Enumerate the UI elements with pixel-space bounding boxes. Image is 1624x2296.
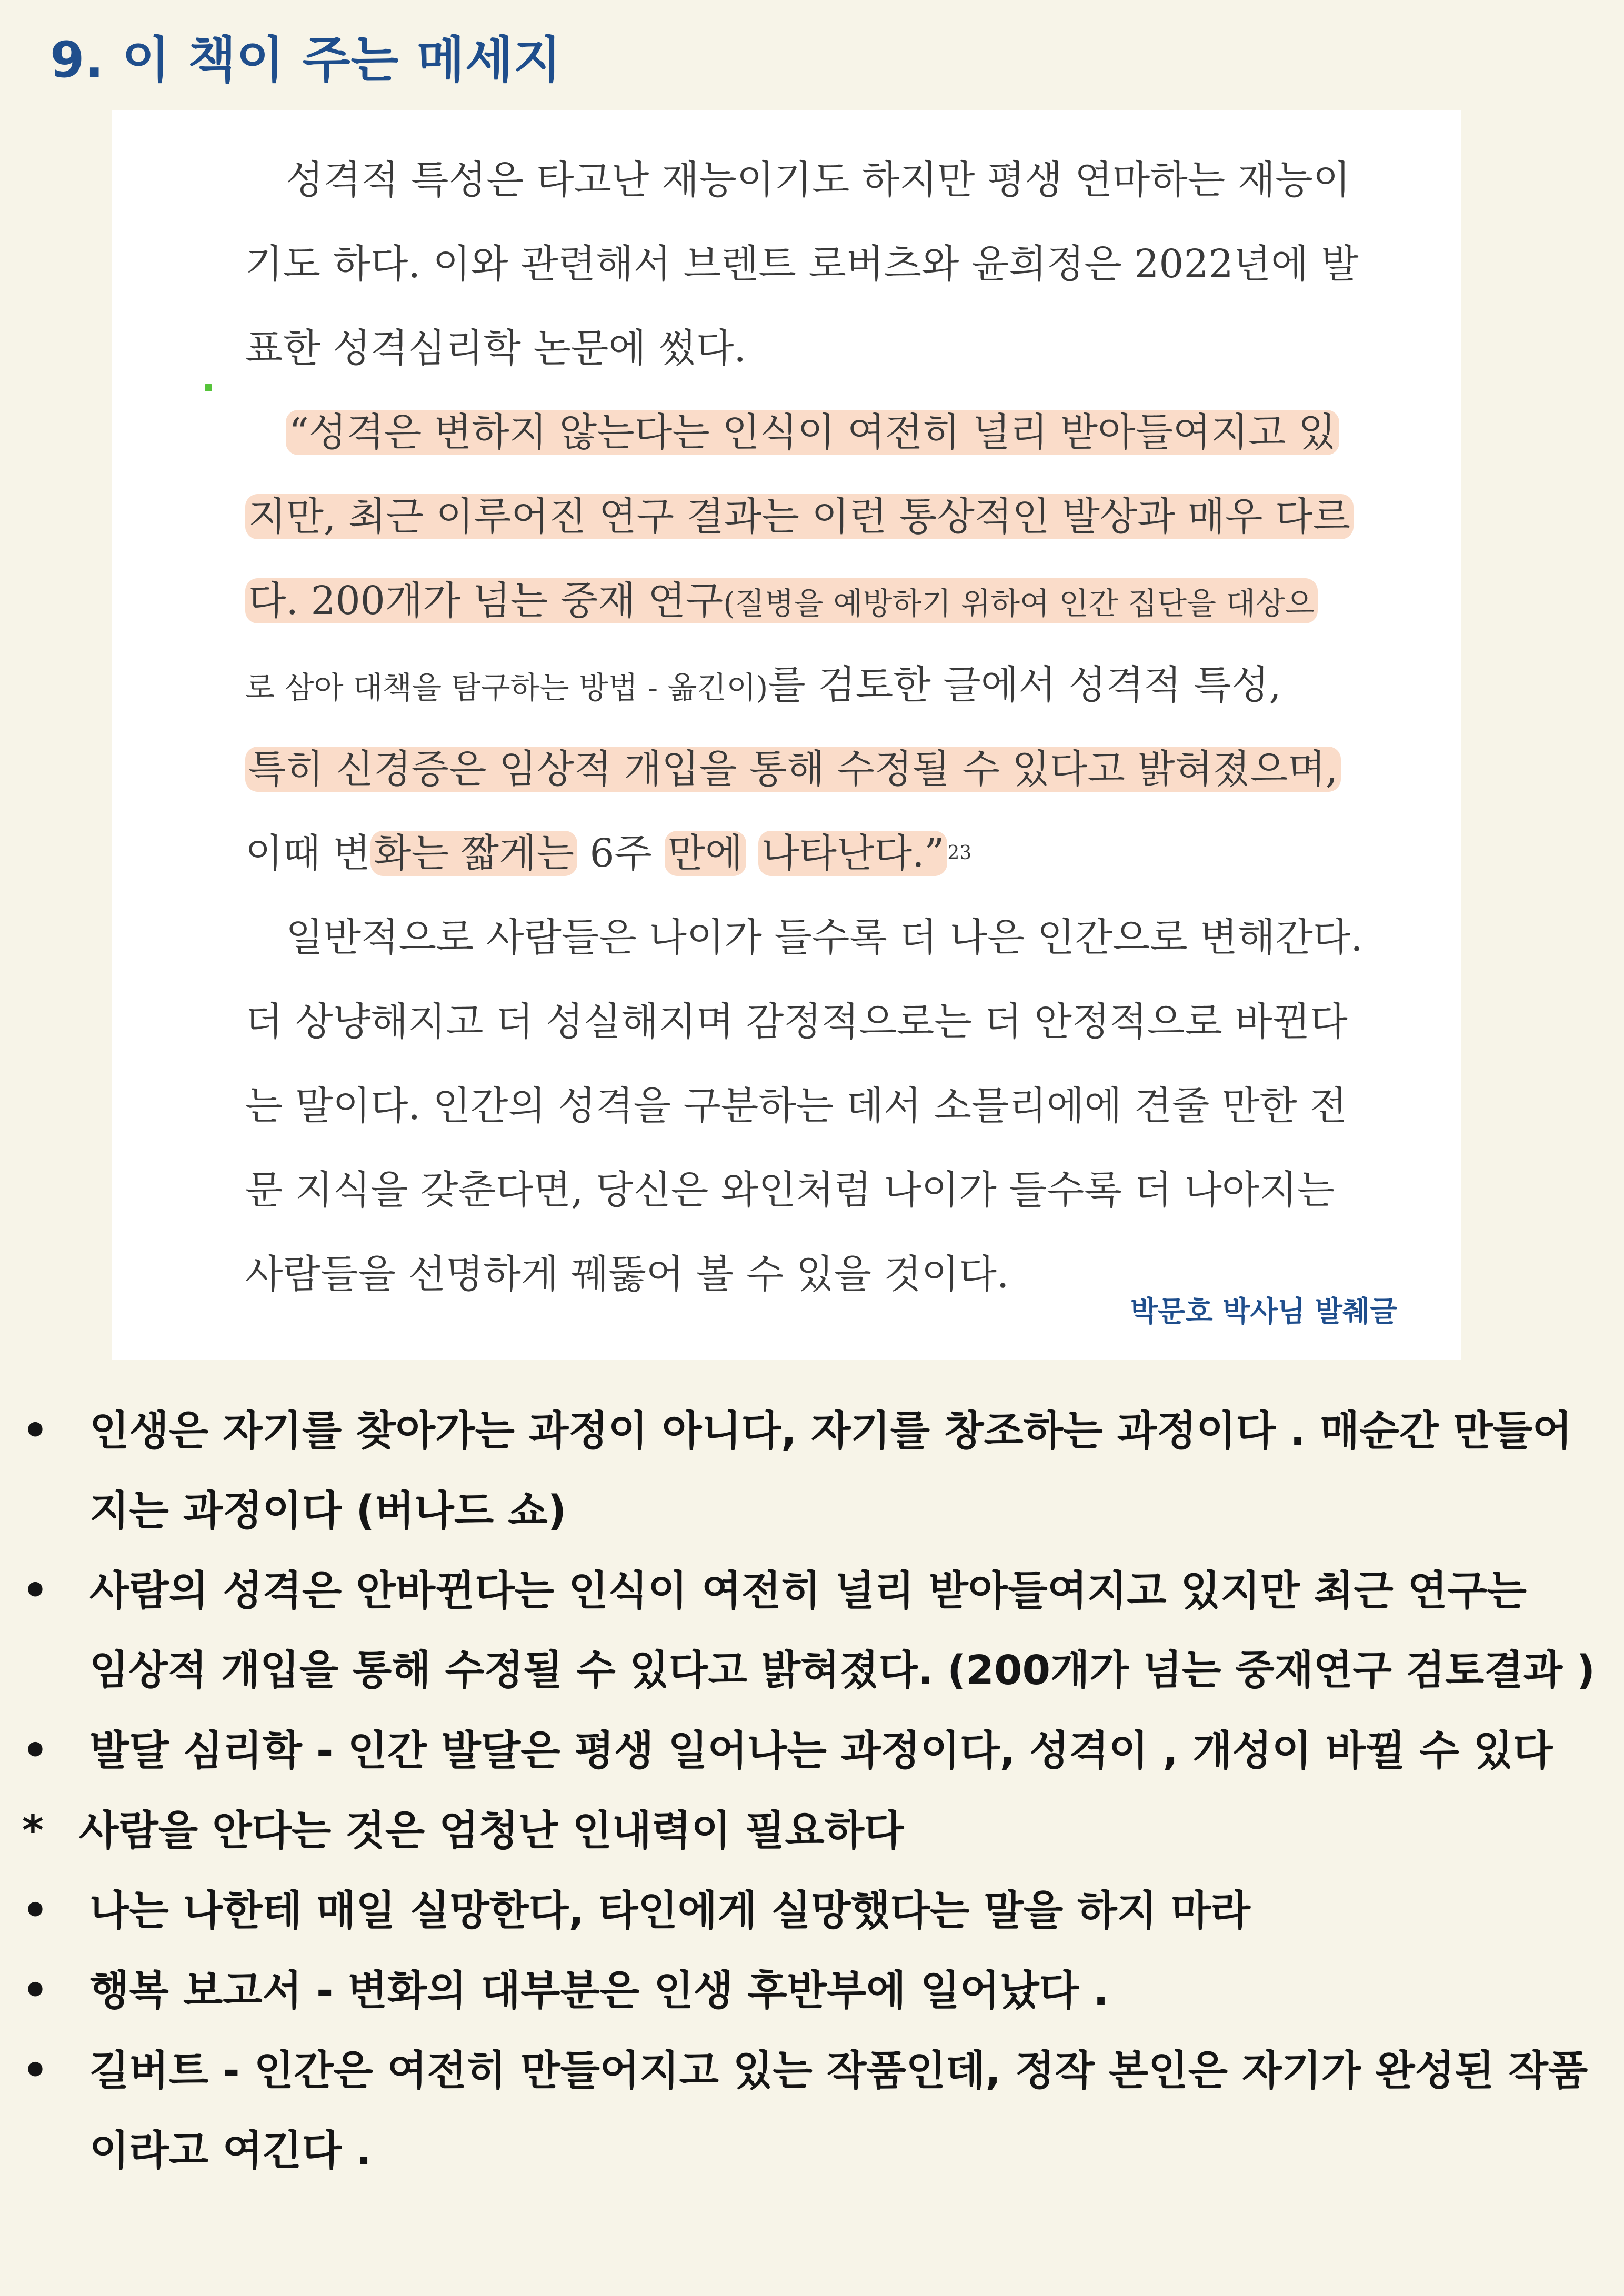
bullet-text: 지는 과정이다 (버나드 쇼): [89, 1487, 567, 1535]
excerpt-line: [286, 154, 1350, 206]
bullet-text: 길버트 - 인간은 여전히 만들어지고 있는 작품인데, 정작 본인은 자기가 완성된 작품: [89, 2047, 1588, 2094]
bullet-text: 인생은 자기를 찾아가는 과정이 아니다, 자기를 창조하는 과정이다 . 매순간 만들어: [89, 1407, 1572, 1455]
excerpt-line: [245, 1080, 1347, 1132]
excerpt-line: [245, 659, 1281, 714]
bullet-marker: •: [22, 1407, 48, 1455]
excerpt-line: [245, 1164, 1335, 1216]
page-title: 9. 이 책이 주는 메세지: [50, 32, 562, 89]
bullet-text: 나는 나한테 매일 실망한다, 타인에게 실망했다는 말을 하지 마라: [89, 1887, 1250, 1935]
excerpt-line: [245, 490, 1354, 543]
excerpt-text: 표한 성격심리학 논문에 썼다.: [245, 326, 746, 371]
excerpt-line: [245, 1248, 1009, 1301]
excerpt-text: 문 지식을 갖춘다면, 당신은 와인처럼 나이가 들수록 더 나아지는: [245, 1167, 1335, 1213]
excerpt-text: 일반적으로 사람들은 나이가 들수록 더 나은 인간으로 변해간다.: [286, 915, 1363, 960]
excerpt-line: [245, 827, 971, 880]
bullet-text: 발달 심리학 - 인간 발달은 평생 일어나는 과정이다, 성격이 , 개성이 바뀔 수 있다: [89, 1727, 1553, 1775]
excerpt-line: [286, 406, 1339, 459]
excerpt-text: 사람들을 선명하게 꿰뚫어 볼 수 있을 것이다.: [245, 1252, 1009, 1297]
bullet-text: 행복 보고서 - 변화의 대부분은 인생 후반부에 일어났다 .: [89, 1967, 1109, 2015]
green-marker-dot: [205, 384, 212, 391]
excerpt-line: [245, 322, 746, 375]
excerpt-line: [245, 743, 1341, 795]
excerpt-line: [245, 238, 1359, 290]
excerpt-text: 는 말이다. 인간의 성격을 구분하는 데서 소믈리에에 견줄 만한 전: [245, 1083, 1347, 1129]
excerpt-text: 더 상냥해지고 더 성실해지며 감정적으로는 더 안정적으로 바뀐다: [245, 999, 1348, 1044]
excerpt-attribution: 박문호 박사님 발췌글: [1130, 1295, 1398, 1328]
excerpt-text: 기도 하다. 이와 관련해서 브렌트 로버츠와 윤희정은 2022년에 발: [245, 241, 1359, 287]
bullet-marker: •: [22, 1967, 48, 2015]
asterisk-marker: *: [22, 1807, 44, 1855]
excerpt-small-text: 로 삼아 대책을 탐구하는 방법 - 옮긴이): [245, 670, 768, 706]
highlighted-text: 지만, 최근 이루어진 연구 결과는 이런 통상적인 발상과 매우 다르: [245, 494, 1354, 539]
bullet-marker: •: [22, 2047, 48, 2094]
bullet-marker: •: [22, 1887, 48, 1935]
excerpt-text: 다. 200개가 넘는 중재 연구: [248, 578, 724, 623]
bullet-text: 임상적 개입을 통해 수정될 수 있다고 밝혀졌다. (200개가 넘는 중재연구 검토결과 ): [89, 1647, 1596, 1694]
footnote-marker: 23: [947, 842, 972, 864]
excerpt-line: [286, 911, 1363, 964]
bullet-text: 사람을 안다는 것은 엄청난 인내력이 필요하다: [79, 1807, 904, 1855]
excerpt-text: 6주: [577, 831, 665, 876]
excerpt-text: 성격적 특성은 타고난 재능이기도 하지만 평생 연마하는 재능이: [286, 157, 1351, 203]
excerpt-text: [746, 831, 759, 876]
bullet-marker: •: [22, 1567, 48, 1615]
highlighted-text: “성격은 변하지 않는다는 인식이 여전히 널리 받아들여지고 있: [286, 410, 1339, 455]
excerpt-small-text: (질병을 예방하기 위하여 인간 집단을 대상으: [723, 586, 1315, 621]
excerpt-line: [245, 995, 1348, 1048]
highlighted-text: 화는 짧게는: [370, 831, 577, 876]
highlighted-text: 만에: [665, 831, 746, 876]
highlighted-text: [245, 578, 1318, 623]
excerpt-text: 를 검토한 글에서 성격적 특성,: [768, 662, 1281, 708]
bullet-marker: •: [22, 1727, 48, 1775]
excerpt-line: [245, 575, 1318, 630]
bullet-text: 사람의 성격은 안바뀐다는 인식이 여전히 널리 받아들여지고 있지만 최근 연구는: [89, 1567, 1527, 1615]
book-excerpt-image: [112, 110, 1461, 1360]
excerpt-text: 이때 변: [245, 831, 370, 876]
highlighted-text: 나타난다.”: [758, 831, 947, 876]
bullet-text: 이라고 여긴다 .: [89, 2127, 372, 2174]
highlighted-text: 특히 신경증은 임상적 개입을 통해 수정될 수 있다고 밝혀졌으며,: [245, 747, 1341, 792]
